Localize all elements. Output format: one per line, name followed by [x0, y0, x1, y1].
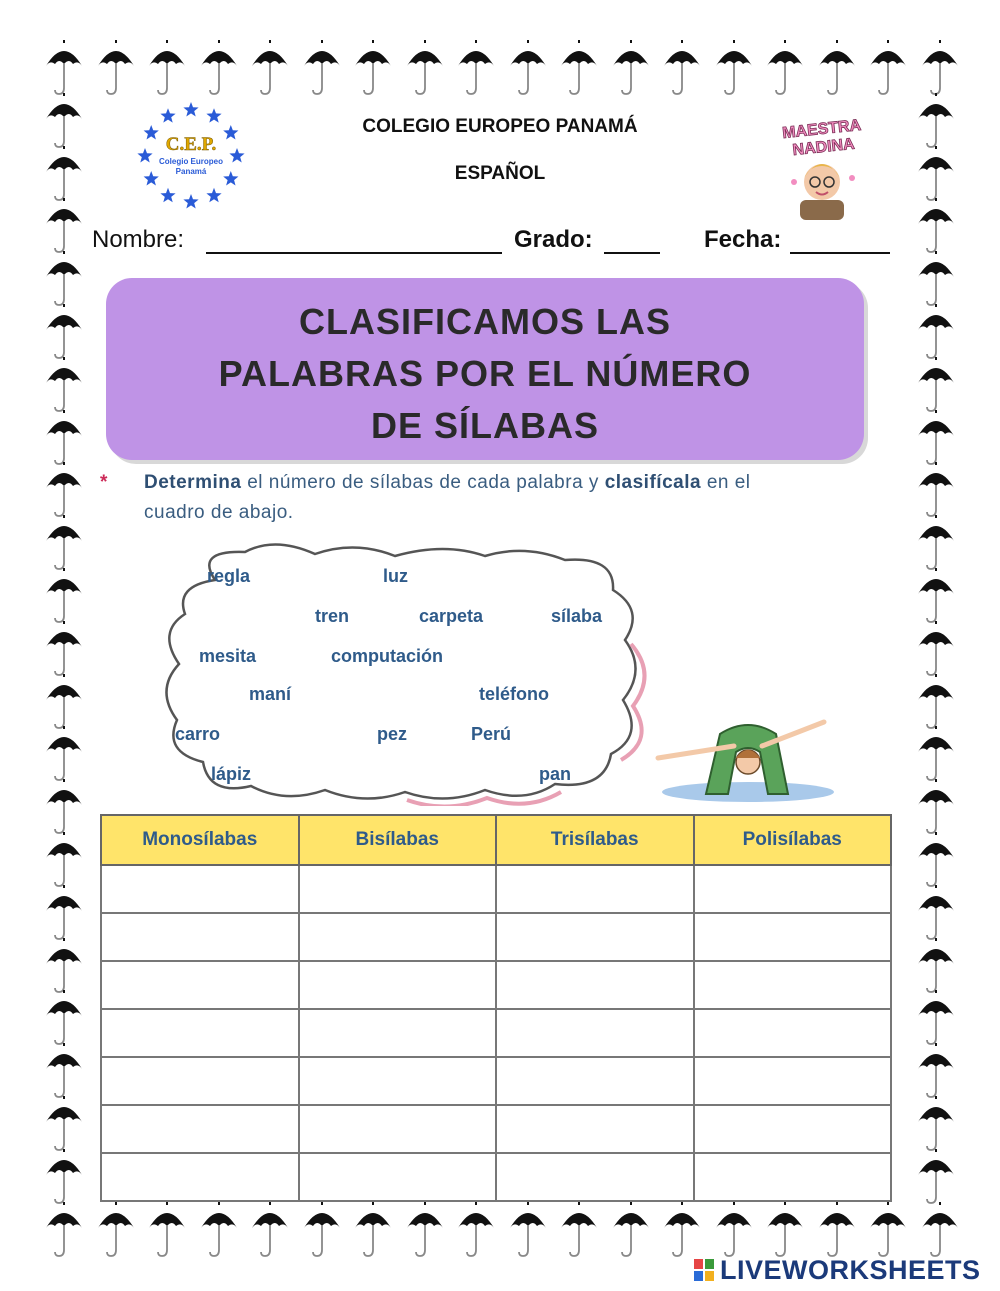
- umbrella-icon: [44, 1096, 84, 1152]
- answer-cell[interactable]: [299, 1009, 497, 1057]
- nombre-field[interactable]: [206, 226, 502, 254]
- umbrella-icon: [916, 1149, 956, 1205]
- classification-table: [100, 814, 892, 1202]
- umbrella-icon: [147, 40, 187, 96]
- instr-text-2: en el: [701, 472, 751, 493]
- umbrella-icon: [96, 1202, 136, 1258]
- logo-sub1: Colegio Europeo: [159, 157, 223, 166]
- umbrella-icon: [714, 40, 754, 96]
- answer-cell[interactable]: [694, 865, 892, 913]
- umbrella-icon: [916, 726, 956, 782]
- umbrella-icon: [817, 40, 857, 96]
- grado-label: Grado:: [514, 226, 593, 253]
- subject: ESPAÑOL: [454, 163, 546, 184]
- umbrella-icon: [916, 410, 956, 466]
- brand-text: LIVEWORKSHEETS: [720, 1255, 981, 1285]
- word-telefono[interactable]: teléfono: [479, 684, 549, 704]
- table-row: [101, 1153, 891, 1201]
- title-banner: [106, 278, 864, 460]
- umbrella-icon: [353, 1202, 393, 1258]
- star-icon: [229, 148, 244, 163]
- table-row: [101, 913, 891, 961]
- umbrella-icon: [508, 1202, 548, 1258]
- answer-cell[interactable]: [496, 961, 694, 1009]
- answer-cell[interactable]: [101, 865, 299, 913]
- umbrella-icon: [44, 410, 84, 466]
- bullet-star: *: [100, 472, 108, 493]
- umbrella-icon: [44, 462, 84, 518]
- grado-field[interactable]: [604, 226, 660, 254]
- answer-cell[interactable]: [299, 1153, 497, 1201]
- word-carpeta[interactable]: carpeta: [419, 606, 484, 626]
- umbrella-icon: [302, 1202, 342, 1258]
- umbrella-icon: [916, 1043, 956, 1099]
- word-cloud: [155, 540, 655, 806]
- word-luz[interactable]: luz: [383, 566, 408, 586]
- umbrella-icon: [302, 40, 342, 96]
- umbrella-icon: [868, 1202, 908, 1258]
- umbrella-icon: [456, 1202, 496, 1258]
- umbrella-icon: [920, 40, 960, 96]
- answer-cell[interactable]: [694, 961, 892, 1009]
- instr-determina: Determina: [144, 472, 242, 493]
- umbrella-icon: [44, 832, 84, 888]
- umbrella-icon: [920, 1202, 960, 1258]
- instr-text-1: el número de sílabas de cada palabra y: [241, 472, 605, 493]
- umbrella-icon: [916, 832, 956, 888]
- star-icon: [160, 188, 175, 203]
- logo-nadina: NADINA: [791, 135, 856, 160]
- answer-cell[interactable]: [299, 961, 497, 1009]
- umbrella-icon: [44, 1043, 84, 1099]
- umbrella-icon: [405, 40, 445, 96]
- liveworksheets-brand: [694, 1255, 994, 1285]
- umbrella-icon: [559, 1202, 599, 1258]
- table-row: [101, 1009, 891, 1057]
- child-stretching-illustration: [648, 712, 838, 804]
- star-icon: [183, 194, 198, 209]
- umbrella-icon: [916, 938, 956, 994]
- umbrella-icon: [44, 40, 84, 96]
- answer-cell[interactable]: [101, 1105, 299, 1153]
- umbrella-icon: [916, 251, 956, 307]
- header-polisilabas: Polisílabas: [694, 815, 892, 865]
- umbrella-icon: [611, 40, 651, 96]
- umbrella-icon: [199, 1202, 239, 1258]
- logo-sub2: Panamá: [175, 167, 207, 176]
- title-line-1: CLASIFICAMOS LAS: [299, 301, 671, 342]
- answer-cell[interactable]: [496, 1153, 694, 1201]
- instructions: [100, 468, 904, 528]
- umbrella-icon: [916, 674, 956, 730]
- title-line-2: PALABRAS POR EL NÚMERO: [218, 353, 752, 394]
- instr-clasificala: clasifícala: [604, 472, 702, 493]
- umbrella-icon: [868, 40, 908, 96]
- umbrella-icon: [916, 885, 956, 941]
- answer-cell[interactable]: [496, 1009, 694, 1057]
- word-mesita[interactable]: mesita: [199, 646, 257, 666]
- fecha-label: Fecha:: [704, 226, 782, 253]
- umbrella-icon: [916, 779, 956, 835]
- umbrella-icon: [44, 198, 84, 254]
- umbrella-icon: [44, 251, 84, 307]
- umbrella-icon: [916, 990, 956, 1046]
- answer-cell[interactable]: [694, 1153, 892, 1201]
- table-row: [101, 865, 891, 913]
- school-name: COLEGIO EUROPEO PANAMÁ: [362, 116, 638, 137]
- umbrella-icon: [916, 357, 956, 413]
- umbrella-icon: [916, 1096, 956, 1152]
- umbrella-icon: [250, 40, 290, 96]
- answer-cell[interactable]: [496, 913, 694, 961]
- word-computacion[interactable]: computación: [331, 646, 444, 666]
- umbrella-icon: [508, 40, 548, 96]
- umbrella-icon: [44, 621, 84, 677]
- answer-cell[interactable]: [101, 1057, 299, 1105]
- answer-cell[interactable]: [299, 1057, 497, 1105]
- word-pan[interactable]: pan: [539, 764, 572, 784]
- liveworksheets-icon: [694, 1259, 714, 1281]
- answer-cell[interactable]: [101, 913, 299, 961]
- answer-cell[interactable]: [496, 865, 694, 913]
- umbrella-icon: [44, 726, 84, 782]
- umbrella-icon: [44, 568, 84, 624]
- answer-cell[interactable]: [496, 1105, 694, 1153]
- umbrella-icon: [199, 40, 239, 96]
- nombre-label: Nombre:: [92, 226, 185, 253]
- umbrella-icon: [916, 304, 956, 360]
- word-peru[interactable]: Perú: [471, 724, 512, 744]
- answer-cell[interactable]: [299, 1105, 497, 1153]
- table-row: [101, 1105, 891, 1153]
- word-carro[interactable]: carro: [175, 724, 221, 744]
- umbrella-icon: [44, 304, 84, 360]
- word-mani[interactable]: maní: [249, 684, 292, 704]
- word-pez[interactable]: pez: [377, 724, 408, 744]
- title-line-3: DE SÍLABAS: [370, 405, 600, 446]
- umbrella-icon: [405, 1202, 445, 1258]
- umbrella-icon: [714, 1202, 754, 1258]
- umbrella-icon: [662, 40, 702, 96]
- umbrella-icon: [96, 40, 136, 96]
- umbrella-icon: [353, 40, 393, 96]
- umbrella-icon: [44, 885, 84, 941]
- logo-cep-text: C.E.P.: [165, 134, 217, 155]
- umbrella-icon: [44, 357, 84, 413]
- answer-cell[interactable]: [101, 1009, 299, 1057]
- word-lapiz[interactable]: lápiz: [211, 764, 252, 784]
- umbrella-icon: [147, 1202, 187, 1258]
- instr-line-2: cuadro de abajo.: [144, 502, 294, 523]
- umbrella-icon: [44, 674, 84, 730]
- umbrella-icon: [611, 1202, 651, 1258]
- umbrella-icon: [44, 938, 84, 994]
- umbrella-icon: [916, 621, 956, 677]
- table-row: [101, 1057, 891, 1105]
- umbrella-icon: [916, 568, 956, 624]
- umbrella-icon: [559, 40, 599, 96]
- answer-cell[interactable]: [101, 961, 299, 1009]
- fecha-field[interactable]: [790, 226, 890, 254]
- header-bisilabas: Bisílabas: [299, 815, 497, 865]
- word-tren[interactable]: tren: [315, 606, 350, 626]
- answer-cell[interactable]: [694, 1057, 892, 1105]
- table-row: [101, 961, 891, 1009]
- answer-cell[interactable]: [496, 1057, 694, 1105]
- umbrella-icon: [916, 462, 956, 518]
- word-silaba[interactable]: sílaba: [551, 606, 603, 626]
- umbrella-icon: [44, 990, 84, 1046]
- header-monosilabas: Monosílabas: [101, 815, 299, 865]
- umbrella-icon: [765, 40, 805, 96]
- umbrella-icon: [250, 1202, 290, 1258]
- umbrella-icon: [44, 779, 84, 835]
- umbrella-icon: [817, 1202, 857, 1258]
- umbrella-icon: [916, 515, 956, 571]
- star-icon: [206, 188, 221, 203]
- answer-cell[interactable]: [694, 913, 892, 961]
- answer-cell[interactable]: [299, 865, 497, 913]
- logo-maestra: MAESTRA: [781, 116, 862, 143]
- answer-cell[interactable]: [694, 1009, 892, 1057]
- umbrella-icon: [662, 1202, 702, 1258]
- umbrella-icon: [44, 1202, 84, 1258]
- umbrella-icon: [916, 198, 956, 254]
- word-regla[interactable]: regla: [207, 566, 251, 586]
- umbrella-icon: [456, 40, 496, 96]
- star-icon: [183, 102, 198, 117]
- answer-cell[interactable]: [101, 1153, 299, 1201]
- umbrella-icon: [44, 515, 84, 571]
- umbrella-icon: [765, 1202, 805, 1258]
- header-trisilabas: Trisílabas: [496, 815, 694, 865]
- star-icon: [137, 148, 152, 163]
- answer-cell[interactable]: [694, 1105, 892, 1153]
- answer-cell[interactable]: [299, 913, 497, 961]
- umbrella-icon: [44, 1149, 84, 1205]
- student-info-row: [92, 226, 902, 260]
